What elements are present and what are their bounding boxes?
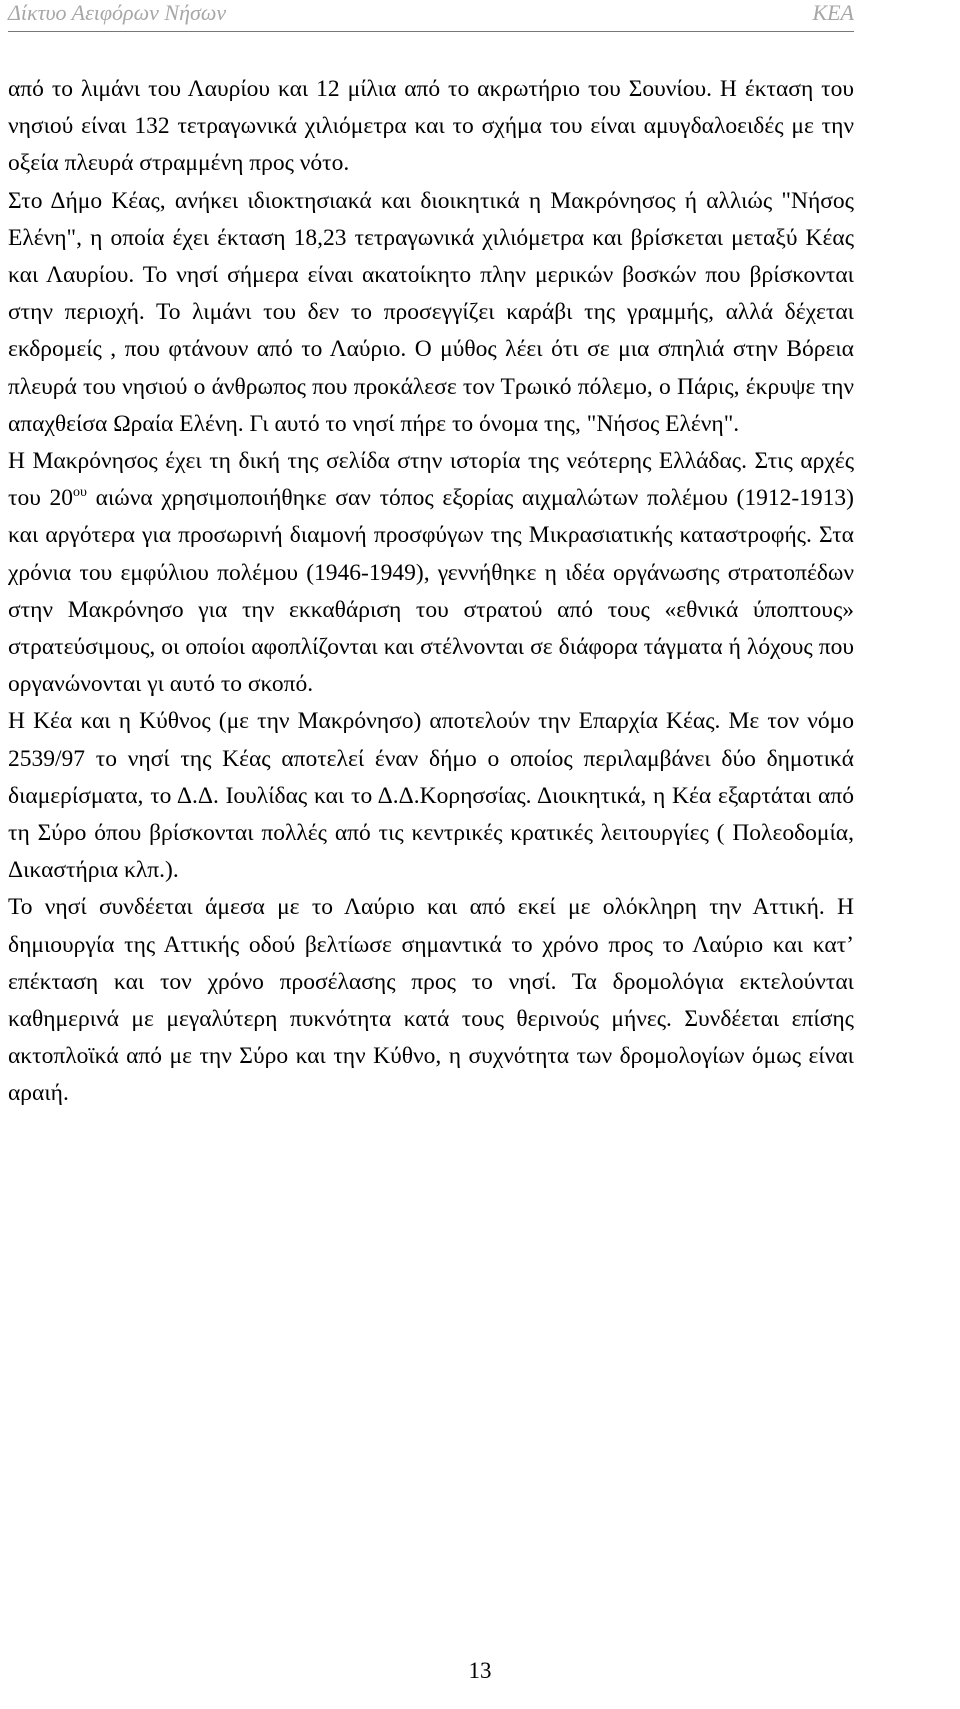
paragraph-administration: Η Κέα και η Κύθνος (με την Μακρόνησο) αποτελούν την Επαρχία Κέας. Με τον νόμο 2539/97 το νησί της Κέας αποτελεί έναν δήμο ο οποίος περιλαμβάνει δύο δημοτικά διαμερίσματα, το Δ.Δ. Ιουλίδας και το Δ.Δ.Κορησσίας. Διοικητικά, η Κέα εξαρτάται από τη Σύρο όπου βρίσκονται πολλές από τις κεντρικές κρατικές λειτουργίες ( Πολεοδομία, Δικαστήρια κλπ.). — [8, 708, 854, 884]
paragraph-history — [8, 443, 854, 703]
page-number: 13 — [468, 1658, 492, 1683]
header-title: Δίκτυο Αειφόρων Νήσων — [8, 0, 227, 25]
paragraph-history-rest: αιώνα χρησιμοποιήθηκε σαν τόπος εξορίας αιχμαλώτων πολέμου (1912-1913) και αργότερα για προσωρινή διαμονή προσφύγων της Μικρασιατικής καταστροφής. Στα χρόνια του εμφύλιου πολέμου (1946-1949), γεννήθηκε η ιδέα οργάνωσης στρατοπέδων στην Μακρόνησο για την εκκαθάριση του στρατού από τους «εθνικά ύποπτους» στρατεύσιμους, οι οποίοι αφοπλίζονται και στέλνονται σε διάφορα τάγματα ή λόχους που οργανώνονται γι αυτό το σκοπό. — [8, 485, 854, 698]
paragraph-transport: Το νησί συνδέεται άμεσα με το Λαύριο και από εκεί με ολόκληρη την Αττική. Η δημιουργία της Αττικής οδού βελτίωσε σημαντικά το χρόνο προς το Λαύριο και κατ’ επέκταση και τον χρόνο προσέλασης προς το νησί. Τα δρομολόγια εκτελούνται καθημερινά με μεγαλύτερη πυκνότητα κατά τους θερινούς μήνες. Συνδέεται επίσης ακτοπλοϊκά από με την Σύρο και την Κύθνο, η συχνότητα των δρομολογίων όμως είναι αραιή. — [8, 894, 854, 1107]
paragraph-history-start: Η Μακρόνησος έχει τη δική της σελίδα στην ιστορία της νεότερης Ελλάδας. Στις αρχές του 20 — [8, 448, 854, 512]
paragraph-makronisos: Στο Δήμο Κέας, ανήκει ιδιοκτησιακά και διοικητικά η Μακρόνησος ή αλλιώς "Νήσος Ελένη", η οποία έχει έκταση 18,23 τετραγωνικά χιλιόμετρα και βρίσκεται μεταξύ Κέας και Λαυρίου. Το νησί σήμερα είναι ακατοίκητο πλην μερικών βοσκών που βρίσκονται στην περιοχή. Το λιμάνι του δεν το προσεγγίζει καράβι της γραμμής, αλλά δέχεται εκδρομείς , που φτάνουν από το Λαύριο. Ο μύθος λέει ότι σε μια σπηλιά στην Βόρεια πλευρά του νησιού ο άνθρωπος που προκάλεσε τον Τρωικό πόλεμο, ο Πάρις, έκρυψε την απαχθείσα Ωραία Ελένη. Γι αυτό το νησί πήρε το όνομα της, "Νήσος Ελένη". — [8, 187, 854, 437]
header-divider — [8, 31, 854, 32]
paragraph-location: από το λιμάνι του Λαυρίου και 12 μίλια από το ακρωτήριο του Σουνίου. Η έκταση του νησιού είναι 132 τετραγωνικά χιλιόμετρα και το σχήμα του είναι αμυγδαλοειδές με την οξεία πλευρά στραμμένη προς νότο. — [8, 76, 854, 177]
header-section: ΚΕΑ — [812, 0, 854, 25]
ordinal-superscript: ου — [73, 485, 87, 501]
document-body — [8, 71, 854, 1113]
page-footer — [0, 1657, 960, 1685]
page-header — [8, 0, 854, 30]
